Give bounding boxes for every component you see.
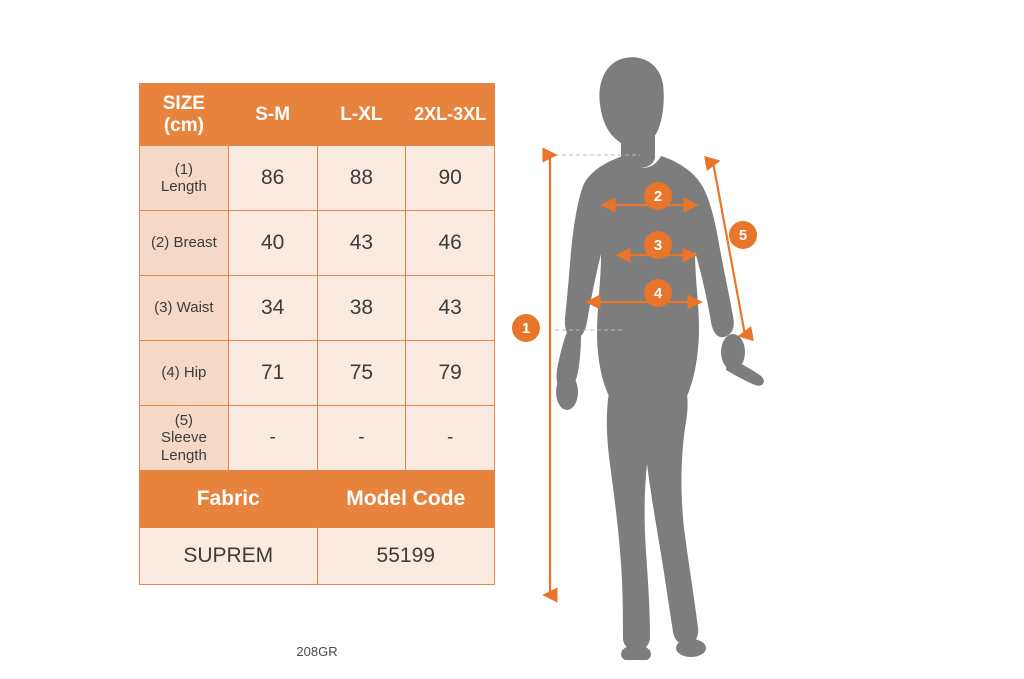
cell-sleeve-sm: -: [228, 406, 317, 471]
row-label-hip: [140, 341, 229, 406]
row-label-hip-line1: (4) Hip: [161, 364, 207, 382]
cell-hip-lxl: 75: [317, 341, 406, 406]
cell-length-lxl: 88: [317, 146, 406, 211]
row-label-breast: [140, 211, 229, 276]
cell-sleeve-lxl: -: [317, 406, 406, 471]
footer-fabric-value: SUPREM: [140, 528, 318, 585]
row-label-waist: [140, 276, 229, 341]
row-label-sleeve-line2: Sleeve Length: [160, 429, 207, 464]
cell-waist-2xl3xl: 43: [406, 276, 495, 341]
measure-badge-3: 3: [645, 232, 671, 258]
measure-badge-5: 5: [730, 222, 756, 248]
table-row: [140, 406, 495, 471]
silhouette-body: [556, 57, 764, 660]
header-size-line1: SIZE: [162, 92, 205, 114]
row-label-sleeve-length: [140, 406, 229, 471]
model-figure-panel: [505, 40, 905, 660]
female-silhouette-diagram: [505, 40, 905, 660]
table-row: [140, 341, 495, 406]
header-s-m: S-M: [228, 84, 317, 146]
measure-badge-4: 4: [645, 280, 671, 306]
table-row: [140, 146, 495, 211]
row-label-waist-line1: (3) Waist: [154, 299, 214, 317]
cell-waist-lxl: 38: [317, 276, 406, 341]
cell-hip-2xl3xl: 79: [406, 341, 495, 406]
row-label-length: [140, 146, 229, 211]
cell-breast-lxl: 43: [317, 211, 406, 276]
caption-code: 208GR: [296, 644, 338, 659]
header-l-xl: L-XL: [317, 84, 406, 146]
cell-hip-sm: 71: [228, 341, 317, 406]
measure-badge-2: 2: [645, 183, 671, 209]
table-row: [140, 276, 495, 341]
row-label-breast-line1: (2) Breast: [150, 234, 217, 252]
table-row: [140, 211, 495, 276]
size-table: [139, 83, 495, 585]
cell-breast-sm: 40: [228, 211, 317, 276]
header-size-line2: (cm): [163, 114, 204, 136]
footer-model-code-value: 55199: [317, 528, 495, 585]
cell-length-sm: 86: [228, 146, 317, 211]
footer-fabric-label: Fabric: [140, 471, 318, 528]
row-label-length-line2: Length: [160, 178, 207, 195]
cell-sleeve-2xl3xl: -: [406, 406, 495, 471]
table-header-row: [140, 84, 495, 146]
table-footer-header-row: [140, 471, 495, 528]
measure-badge-1: 1: [513, 315, 539, 341]
row-label-length-line1: (1): [174, 160, 194, 178]
footer-model-code-label: Model Code: [317, 471, 495, 528]
cell-breast-2xl3xl: 46: [406, 211, 495, 276]
cell-waist-sm: 34: [228, 276, 317, 341]
table-footer-value-row: [140, 528, 495, 585]
cell-length-2xl3xl: 90: [406, 146, 495, 211]
header-size-cm: [140, 84, 229, 146]
row-label-sleeve-line1: (5): [174, 412, 194, 430]
header-2xl-3xl: 2XL-3XL: [406, 84, 495, 146]
